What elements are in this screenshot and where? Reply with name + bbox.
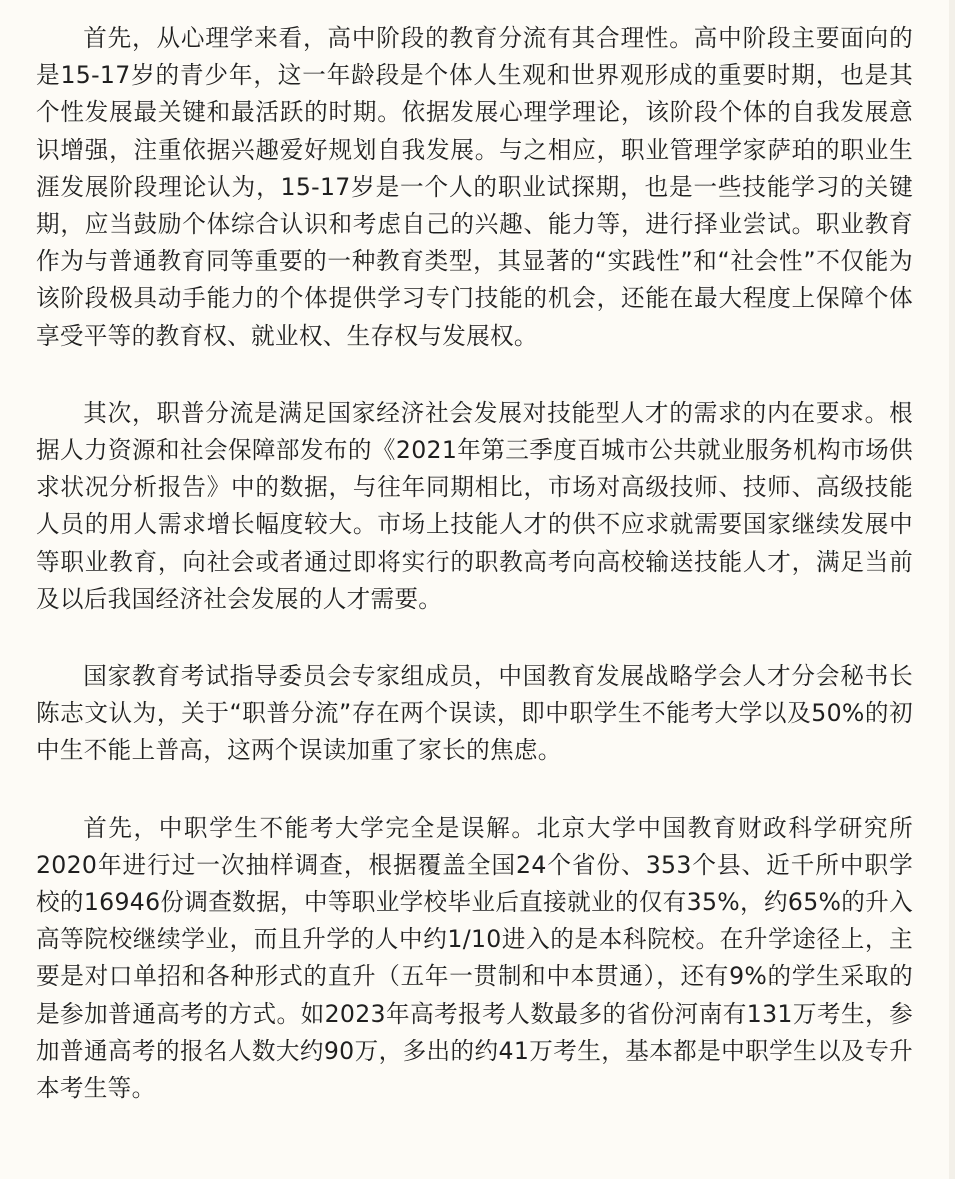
paragraph-psychology: 首先，从心理学来看，高中阶段的教育分流有其合理性。高中阶段主要面向的是15-17岁的青少年，这一年龄段是个体人生观和世界观形成的重要时期，也是其个性发展最关键和最活跃的时期。依据发展心理学理论，该阶段个体的自我发展意识增强，注重依据兴趣爱好规划自我发展。与之相应，职业管理学家萨珀的职业生涯发展阶段理论认为，15-17岁是一个人的职业试探期，也是一些技能学习的关键期，应当鼓励个体综合认识和考虑自己的兴趣、能力等，进行择业尝试。职业教育作为与普通教育同等重要的一种教育类型，其显著的“实践性”和“社会性”不仅能为该阶段极具动手能力的个体提供学习专门技能的机会，还能在最大程度上保障个体享受平等的教育权、就业权、生存权与发展权。 <box>36 24 913 350</box>
paragraph-gap <box>36 770 913 810</box>
paragraph-misreading: 首先，中职学生不能考大学完全是误解。北京大学中国教育财政科学研究所2020年进行过一次抽样调查，根据覆盖全国24个省份、353个县、近千所中职学校的16946份调查数据，中等职业学校毕业后直接就业的仅有35%，约65%的升入高等院校继续学业，而且升学的人中约1/10进入的是本科院校。在升学途径上，主要是对口单招和各种形式的直升（五年一贯制和中本贯通），还有9%的学生采取的是参加普通高考的方式。如2023年高考报考人数最多的省份河南有131万考生，参加普通高考的报名人数大约90万，多出的约41万考生，基本都是中职学生以及专升本考生等。 <box>36 813 913 1103</box>
paragraph-expert-opinion: 国家教育考试指导委员会专家组成员，中国教育发展战略学会人才分会秘书长陈志文认为，关于“职普分流”存在两个误读，即中职学生不能考大学以及50%的初中生不能上普高，这两个误读加重了家长的焦虑。 <box>36 662 913 765</box>
paragraph-gap <box>36 355 913 395</box>
paragraph-economy: 其次，职普分流是满足国家经济社会发展对技能型人才的需求的内在要求。根据人力资源和社会保障部发布的《2021年第三季度百城市公共就业服务机构市场供求状况分析报告》中的数据，与往年同期相比，市场对高级技师、技师、高级技能人员的用人需求增长幅度较大。市场上技能人才的供不应求就需要国家继续发展中等职业教育，向社会或者通过即将实行的职教高考向高校输送技能人才，满足当前及以后我国经济社会发展的人才需要。 <box>36 398 913 613</box>
paragraph-gap <box>36 618 913 658</box>
